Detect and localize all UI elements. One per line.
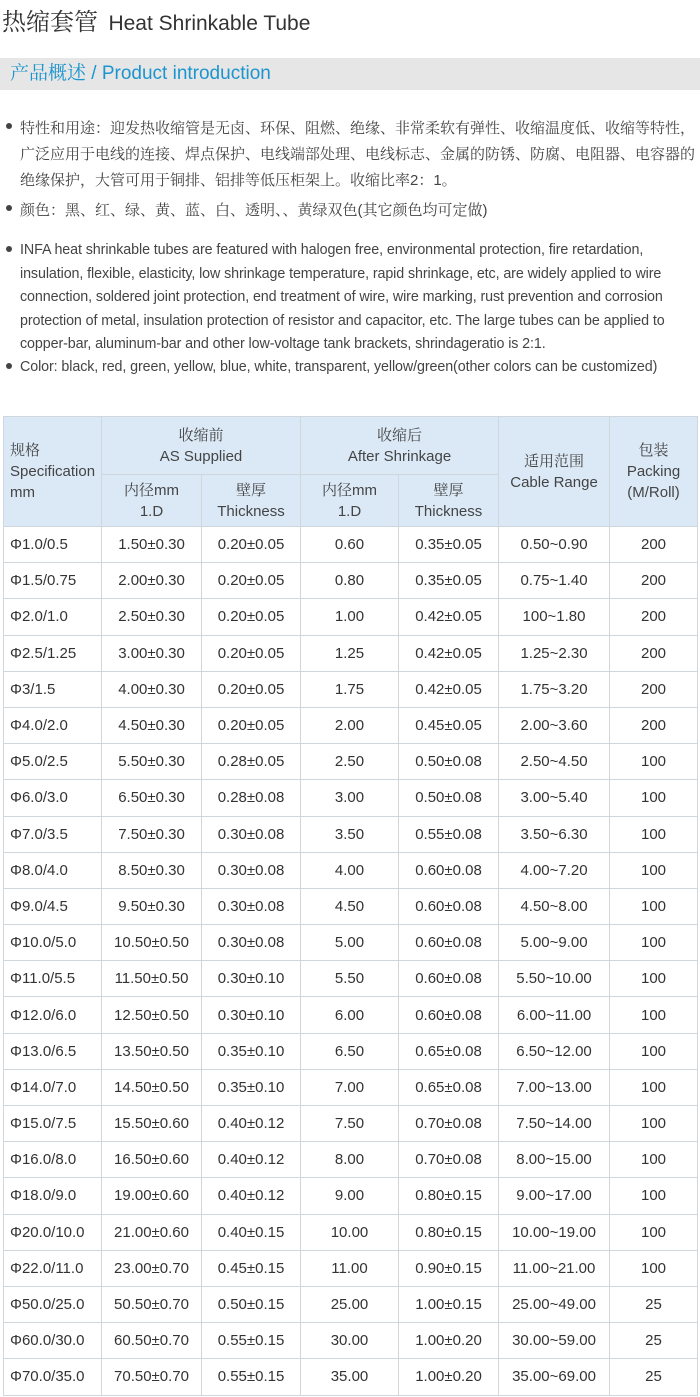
shrunk-wall-cell: 0.60±0.08: [399, 997, 499, 1033]
shrunk-wall-cell: 0.42±0.05: [399, 635, 499, 671]
packing-cell: 100: [610, 961, 698, 997]
spec-cell: Φ70.0/35.0: [4, 1359, 102, 1395]
header-cable-range: [499, 417, 610, 527]
cable-range-cell: 10.00~19.00: [499, 1214, 610, 1250]
table-row: [4, 1142, 698, 1178]
table-row: [4, 780, 698, 816]
cable-range-cell: 4.00~7.20: [499, 852, 610, 888]
shrunk-wall-cell: 0.60±0.08: [399, 961, 499, 997]
cable-range-cell: 11.00~21.00: [499, 1250, 610, 1286]
table-row: [4, 707, 698, 743]
header-id-cn: 内径mm: [322, 481, 377, 499]
spec-cell: Φ13.0/6.5: [4, 1033, 102, 1069]
supplied-id-cell: 4.50±0.30: [102, 707, 202, 743]
supplied-id-cell: 13.50±0.50: [102, 1033, 202, 1069]
cable-range-cell: 4.50~8.00: [499, 888, 610, 924]
packing-cell: 100: [610, 1214, 698, 1250]
packing-cell: 25: [610, 1323, 698, 1359]
shrunk-id-cell: 3.50: [301, 816, 399, 852]
header-after-shrinkage: [301, 417, 499, 475]
supplied-wall-cell: 0.20±0.05: [202, 671, 301, 707]
header-before-en: AS Supplied: [159, 447, 243, 465]
shrunk-wall-cell: 0.60±0.08: [399, 888, 499, 924]
shrunk-id-cell: 11.00: [301, 1250, 399, 1286]
cable-range-cell: 6.50~12.00: [499, 1033, 610, 1069]
spec-cell: Φ1.5/0.75: [4, 563, 102, 599]
shrunk-wall-cell: 0.70±0.08: [399, 1142, 499, 1178]
supplied-wall-cell: 0.55±0.15: [202, 1359, 301, 1395]
shrunk-wall-cell: 0.65±0.08: [399, 1033, 499, 1069]
supplied-wall-cell: 0.40±0.15: [202, 1214, 301, 1250]
supplied-id-cell: 5.50±0.30: [102, 744, 202, 780]
supplied-wall-cell: 0.40±0.12: [202, 1142, 301, 1178]
supplied-wall-cell: 0.30±0.10: [202, 997, 301, 1033]
supplied-id-cell: 50.50±0.70: [102, 1286, 202, 1322]
shrunk-wall-cell: 0.35±0.05: [399, 563, 499, 599]
header-id-cn: 内径mm: [124, 481, 179, 499]
header-id-en: 1.D: [337, 502, 362, 520]
bullet-dot-icon: [6, 246, 12, 252]
table-row: [4, 1069, 698, 1105]
cable-range-cell: 2.00~3.60: [499, 707, 610, 743]
cable-range-cell: 100~1.80: [499, 599, 610, 635]
table-row: [4, 1323, 698, 1359]
supplied-wall-cell: 0.40±0.12: [202, 1178, 301, 1214]
shrunk-id-cell: 9.00: [301, 1178, 399, 1214]
supplied-wall-cell: 0.30±0.08: [202, 888, 301, 924]
table-row: [4, 961, 698, 997]
header-after-en: After Shrinkage: [347, 447, 452, 465]
cable-range-cell: 2.50~4.50: [499, 744, 610, 780]
packing-cell: 100: [610, 780, 698, 816]
cable-range-cell: 5.00~9.00: [499, 925, 610, 961]
cable-range-cell: 9.00~17.00: [499, 1178, 610, 1214]
supplied-wall-cell: 0.30±0.08: [202, 852, 301, 888]
packing-cell: 100: [610, 1069, 698, 1105]
spec-cell: Φ10.0/5.0: [4, 925, 102, 961]
header-range-cn: 适用范围: [524, 452, 585, 470]
shrunk-wall-cell: 0.50±0.08: [399, 780, 499, 816]
page-title-en: Heat Shrinkable Tube: [108, 12, 311, 35]
supplied-id-cell: 2.00±0.30: [102, 563, 202, 599]
packing-cell: 200: [610, 671, 698, 707]
bullet-text: 颜色：黑、红、绿、黄、蓝、白、透明、、黄绿双色(其它颜色均可定做): [20, 202, 488, 219]
cable-range-cell: 7.00~13.00: [499, 1069, 610, 1105]
header-after-id: [301, 475, 399, 527]
shrunk-id-cell: 4.00: [301, 852, 399, 888]
shrunk-wall-cell: 0.42±0.05: [399, 599, 499, 635]
cable-range-cell: 0.50~0.90: [499, 527, 610, 563]
supplied-id-cell: 23.00±0.70: [102, 1250, 202, 1286]
supplied-id-cell: 9.50±0.30: [102, 888, 202, 924]
shrunk-wall-cell: 0.60±0.08: [399, 852, 499, 888]
header-before-wall: [202, 475, 301, 527]
table-row: [4, 1214, 698, 1250]
spec-cell: Φ7.0/3.5: [4, 816, 102, 852]
cable-range-cell: 8.00~15.00: [499, 1142, 610, 1178]
supplied-wall-cell: 0.20±0.05: [202, 635, 301, 671]
bullet-en-features: [0, 239, 700, 357]
table-row: [4, 888, 698, 924]
header-wall-en: Thickness: [217, 502, 285, 520]
shrunk-id-cell: 3.00: [301, 780, 399, 816]
table-row: [4, 1033, 698, 1069]
supplied-id-cell: 16.50±0.60: [102, 1142, 202, 1178]
page-title: [2, 6, 310, 40]
spec-cell: Φ6.0/3.0: [4, 780, 102, 816]
bullet-text: 特性和用途：迎发热收缩管是无卤、环保、阻燃、绝缘、非常柔软有弹性、收缩温度低、收缩等特性，广泛应用于电线的连接、焊点保护、电线端部处理、电线标志、金属的防锈、防腐、电阻器、电容器的绝缘保护，大管可用于铜排、铝排等低压柜架上。收缩比率2：1。: [20, 120, 696, 189]
packing-cell: 100: [610, 1033, 698, 1069]
packing-cell: 200: [610, 563, 698, 599]
bullet-dot-icon: [6, 123, 12, 129]
table-row: [4, 925, 698, 961]
table-row: [4, 527, 698, 563]
spec-cell: Φ1.0/0.5: [4, 527, 102, 563]
packing-cell: 100: [610, 816, 698, 852]
cable-range-cell: 3.50~6.30: [499, 816, 610, 852]
bullet-cn-features: [0, 116, 700, 194]
shrunk-id-cell: 7.00: [301, 1069, 399, 1105]
header-spec-cn: 规格: [10, 442, 41, 459]
section-title: 产品概述 / Product introduction: [10, 63, 271, 84]
shrunk-wall-cell: 0.50±0.08: [399, 744, 499, 780]
header-wall-cn: 壁厚: [433, 481, 464, 499]
shrunk-id-cell: 5.50: [301, 961, 399, 997]
spec-cell: Φ15.0/7.5: [4, 1106, 102, 1142]
table-row: [4, 997, 698, 1033]
shrunk-wall-cell: 0.42±0.05: [399, 671, 499, 707]
header-wall-cn: 壁厚: [235, 481, 266, 499]
shrunk-wall-cell: 0.80±0.15: [399, 1214, 499, 1250]
header-range-en: Cable Range: [510, 473, 598, 491]
table-row: [4, 1106, 698, 1142]
packing-cell: 100: [610, 1106, 698, 1142]
supplied-id-cell: 1.50±0.30: [102, 527, 202, 563]
header-after-wall: [399, 475, 499, 527]
supplied-wall-cell: 0.45±0.15: [202, 1250, 301, 1286]
bullet-text: Color: black, red, green, yellow, blue, white, transparent, yellow/green(other colors can be customized): [20, 359, 658, 375]
packing-cell: 100: [610, 744, 698, 780]
packing-cell: 100: [610, 1178, 698, 1214]
bullet-en-colors: [0, 356, 700, 380]
spec-cell: Φ3/1.5: [4, 671, 102, 707]
spec-cell: Φ14.0/7.0: [4, 1069, 102, 1105]
spec-table-body: [4, 527, 698, 1396]
cable-range-cell: 30.00~59.00: [499, 1323, 610, 1359]
header-after-cn: 收缩后: [377, 426, 423, 444]
shrunk-wall-cell: 0.35±0.05: [399, 527, 499, 563]
header-as-supplied: [102, 417, 301, 475]
packing-cell: 100: [610, 925, 698, 961]
bullet-dot-icon: [6, 205, 12, 211]
supplied-id-cell: 6.50±0.30: [102, 780, 202, 816]
cable-range-cell: 6.00~11.00: [499, 997, 610, 1033]
packing-cell: 100: [610, 852, 698, 888]
shrunk-id-cell: 6.00: [301, 997, 399, 1033]
shrunk-wall-cell: 1.00±0.20: [399, 1359, 499, 1395]
spec-cell: Φ11.0/5.5: [4, 961, 102, 997]
shrunk-id-cell: 2.00: [301, 707, 399, 743]
supplied-id-cell: 4.00±0.30: [102, 671, 202, 707]
spec-cell: Φ5.0/2.5: [4, 744, 102, 780]
supplied-id-cell: 7.50±0.30: [102, 816, 202, 852]
header-wall-en: Thickness: [414, 502, 483, 520]
header-before-id: [102, 475, 202, 527]
shrunk-id-cell: 35.00: [301, 1359, 399, 1395]
supplied-wall-cell: 0.30±0.10: [202, 961, 301, 997]
table-row: [4, 852, 698, 888]
header-pack-en: Packing: [626, 463, 681, 480]
header-specification: [4, 417, 102, 527]
packing-cell: 25: [610, 1359, 698, 1395]
shrunk-wall-cell: 0.70±0.08: [399, 1106, 499, 1142]
spec-cell: Φ2.5/1.25: [4, 635, 102, 671]
shrunk-id-cell: 0.60: [301, 527, 399, 563]
packing-cell: 200: [610, 527, 698, 563]
spec-cell: Φ22.0/11.0: [4, 1250, 102, 1286]
packing-cell: 100: [610, 1250, 698, 1286]
supplied-wall-cell: 0.20±0.05: [202, 599, 301, 635]
header-spec-en: Specification: [10, 463, 96, 480]
bullet-text: INFA heat shrinkable tubes are featured with halogen free, environmental protection, fire retardation, insulation, flexible, elasticity, low shrinkage temperature, rapid shrinkage, etc, are widely applied to wire connection, soldered joint protection, end treatment of wire, wire marking, rust prevention and corrosion protection of metal, insulation protection of resistor and capacitor, etc. The large tubes can be applied to copper-bar, aluminum-bar and other low-voltage tank brackets, shrindageratio is 2:1.: [20, 242, 665, 352]
supplied-wall-cell: 0.50±0.15: [202, 1286, 301, 1322]
table-row: [4, 744, 698, 780]
supplied-wall-cell: 0.20±0.05: [202, 563, 301, 599]
shrunk-wall-cell: 0.55±0.08: [399, 816, 499, 852]
cable-range-cell: 0.75~1.40: [499, 563, 610, 599]
supplied-wall-cell: 0.20±0.05: [202, 707, 301, 743]
packing-cell: 200: [610, 599, 698, 635]
shrunk-id-cell: 4.50: [301, 888, 399, 924]
shrunk-wall-cell: 0.80±0.15: [399, 1178, 499, 1214]
shrunk-id-cell: 5.00: [301, 925, 399, 961]
supplied-id-cell: 11.50±0.50: [102, 961, 202, 997]
supplied-id-cell: 19.00±0.60: [102, 1178, 202, 1214]
supplied-id-cell: 12.50±0.50: [102, 997, 202, 1033]
spec-cell: Φ60.0/30.0: [4, 1323, 102, 1359]
table-row: [4, 1178, 698, 1214]
cable-range-cell: 7.50~14.00: [499, 1106, 610, 1142]
supplied-id-cell: 14.50±0.50: [102, 1069, 202, 1105]
supplied-wall-cell: 0.30±0.08: [202, 925, 301, 961]
table-row: [4, 635, 698, 671]
page-title-cn: 热缩套管: [2, 9, 98, 36]
supplied-wall-cell: 0.20±0.05: [202, 527, 301, 563]
shrunk-id-cell: 8.00: [301, 1142, 399, 1178]
shrunk-id-cell: 10.00: [301, 1214, 399, 1250]
header-pack-cn: 包装: [638, 442, 669, 459]
shrunk-id-cell: 1.25: [301, 635, 399, 671]
cable-range-cell: 1.25~2.30: [499, 635, 610, 671]
spec-cell: Φ50.0/25.0: [4, 1286, 102, 1322]
table-row: [4, 1250, 698, 1286]
shrunk-id-cell: 2.50: [301, 744, 399, 780]
supplied-wall-cell: 0.30±0.08: [202, 816, 301, 852]
shrunk-wall-cell: 0.45±0.05: [399, 707, 499, 743]
packing-cell: 100: [610, 888, 698, 924]
cable-range-cell: 35.00~69.00: [499, 1359, 610, 1395]
supplied-wall-cell: 0.28±0.05: [202, 744, 301, 780]
packing-cell: 200: [610, 635, 698, 671]
cable-range-cell: 1.75~3.20: [499, 671, 610, 707]
header-pack-unit: (M/Roll): [627, 484, 680, 501]
shrunk-wall-cell: 0.65±0.08: [399, 1069, 499, 1105]
spec-cell: Φ20.0/10.0: [4, 1214, 102, 1250]
cable-range-cell: 3.00~5.40: [499, 780, 610, 816]
supplied-wall-cell: 0.35±0.10: [202, 1033, 301, 1069]
shrunk-wall-cell: 0.90±0.15: [399, 1250, 499, 1286]
section-header: [0, 58, 700, 90]
shrunk-wall-cell: 1.00±0.15: [399, 1286, 499, 1322]
bullet-cn-colors: [0, 198, 700, 224]
supplied-wall-cell: 0.35±0.10: [202, 1069, 301, 1105]
shrunk-wall-cell: 0.60±0.08: [399, 925, 499, 961]
packing-cell: 25: [610, 1286, 698, 1322]
supplied-wall-cell: 0.55±0.15: [202, 1323, 301, 1359]
shrunk-id-cell: 6.50: [301, 1033, 399, 1069]
header-spec-unit: mm: [10, 484, 35, 501]
shrunk-id-cell: 1.00: [301, 599, 399, 635]
supplied-id-cell: 21.00±0.60: [102, 1214, 202, 1250]
supplied-id-cell: 8.50±0.30: [102, 852, 202, 888]
cable-range-cell: 25.00~49.00: [499, 1286, 610, 1322]
spec-cell: Φ16.0/8.0: [4, 1142, 102, 1178]
shrunk-id-cell: 0.80: [301, 563, 399, 599]
supplied-wall-cell: 0.40±0.12: [202, 1106, 301, 1142]
shrunk-id-cell: 25.00: [301, 1286, 399, 1322]
shrunk-id-cell: 1.75: [301, 671, 399, 707]
supplied-id-cell: 10.50±0.50: [102, 925, 202, 961]
spec-cell: Φ12.0/6.0: [4, 997, 102, 1033]
header-before-cn: 收缩前: [178, 426, 224, 444]
supplied-wall-cell: 0.28±0.08: [202, 780, 301, 816]
header-packing: [610, 417, 698, 527]
table-row: [4, 671, 698, 707]
shrunk-wall-cell: 1.00±0.20: [399, 1323, 499, 1359]
supplied-id-cell: 60.50±0.70: [102, 1323, 202, 1359]
spec-cell: Φ18.0/9.0: [4, 1178, 102, 1214]
supplied-id-cell: 3.00±0.30: [102, 635, 202, 671]
cable-range-cell: 5.50~10.00: [499, 961, 610, 997]
spec-cell: Φ8.0/4.0: [4, 852, 102, 888]
supplied-id-cell: 2.50±0.30: [102, 599, 202, 635]
spec-table: [3, 416, 698, 1396]
header-id-en: 1.D: [139, 502, 164, 520]
spec-cell: Φ9.0/4.5: [4, 888, 102, 924]
spec-cell: Φ4.0/2.0: [4, 707, 102, 743]
packing-cell: 100: [610, 1142, 698, 1178]
shrunk-id-cell: 7.50: [301, 1106, 399, 1142]
shrunk-id-cell: 30.00: [301, 1323, 399, 1359]
table-row: [4, 1359, 698, 1395]
supplied-id-cell: 70.50±0.70: [102, 1359, 202, 1395]
table-row: [4, 1286, 698, 1322]
packing-cell: 100: [610, 997, 698, 1033]
table-row: [4, 563, 698, 599]
table-row: [4, 816, 698, 852]
supplied-id-cell: 15.50±0.60: [102, 1106, 202, 1142]
spec-cell: Φ2.0/1.0: [4, 599, 102, 635]
packing-cell: 200: [610, 707, 698, 743]
table-row: [4, 599, 698, 635]
bullet-dot-icon: [6, 363, 12, 369]
